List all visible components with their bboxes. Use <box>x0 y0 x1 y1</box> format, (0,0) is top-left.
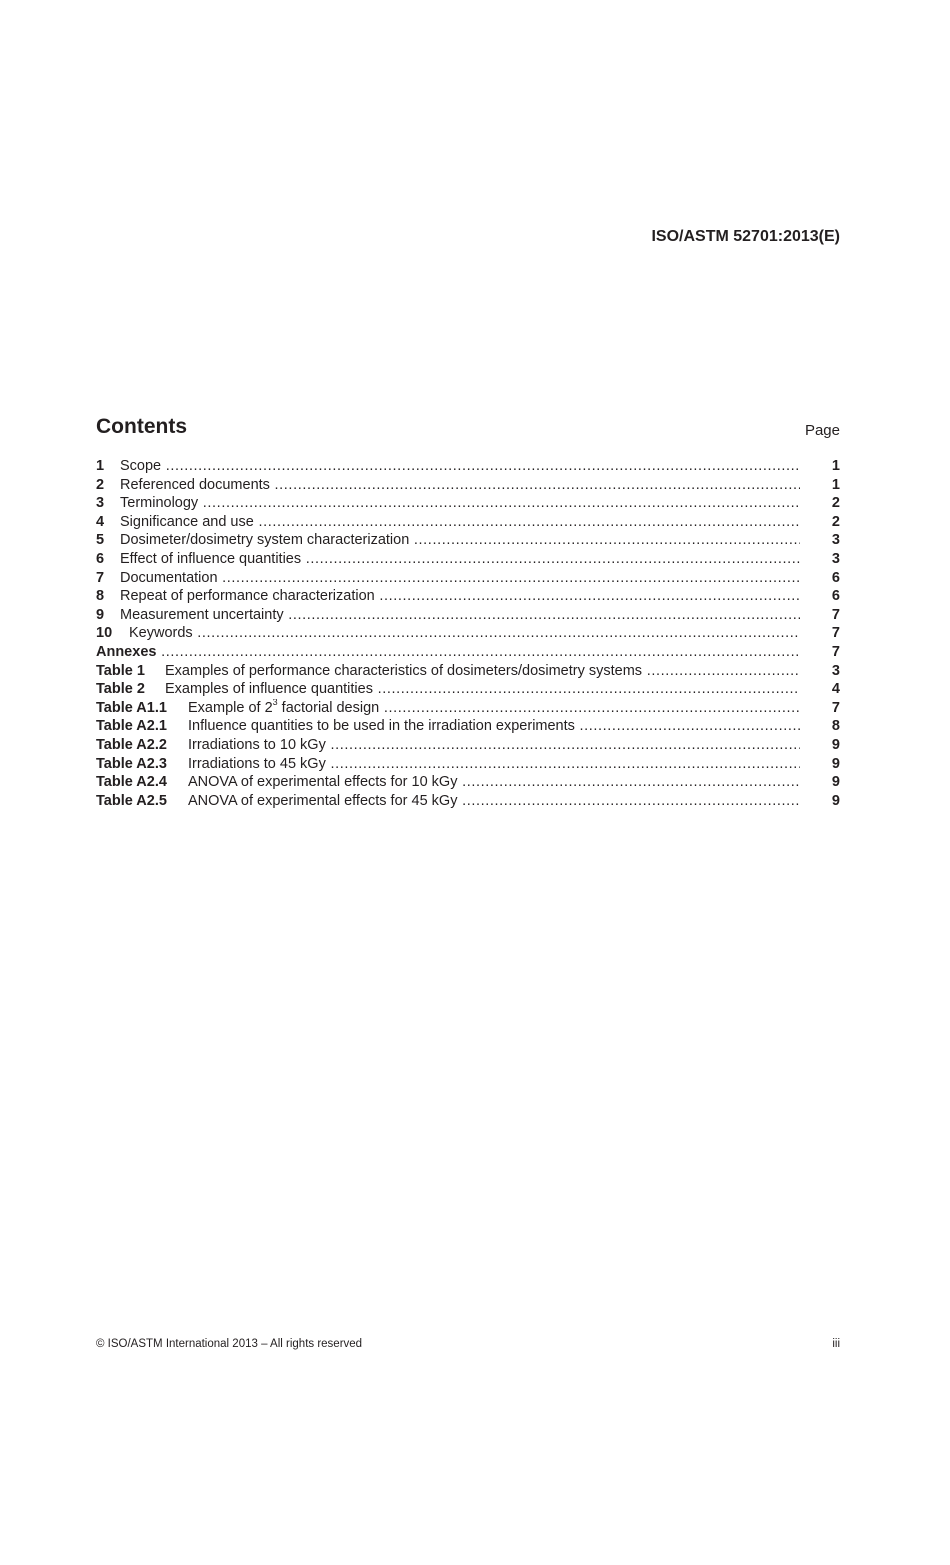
toc-entry-characterization[interactable] <box>96 531 840 550</box>
toc-entry-page: 7 <box>831 625 840 642</box>
page-footer <box>96 1338 840 1354</box>
toc-entry-table-1[interactable] <box>96 662 840 681</box>
toc-entry-title: Examples of performance characteristics of dosimeters/dosimetry systems <box>165 662 643 679</box>
document-identifier: ISO/ASTM 52701:2013(E) <box>651 228 840 245</box>
toc-entry-documentation[interactable] <box>96 569 840 588</box>
toc-entry-title: Dosimeter/dosimetry system characterization <box>120 532 410 549</box>
toc-entry-title: Measurement uncertainty <box>120 606 284 623</box>
toc-entry-table-a2-4[interactable] <box>96 773 840 792</box>
toc-entry-page: 9 <box>831 792 840 809</box>
toc-entry-title: Examples of influence quantities <box>165 681 373 698</box>
toc-entry-page: 2 <box>831 495 840 512</box>
toc-entry-title: Scope <box>120 458 162 474</box>
toc-entry-title: Influence quantities to be used in the irradiation experiments <box>188 718 575 735</box>
toc-entry-number: 10 <box>96 625 113 642</box>
toc-entry-number: Table A2.1 <box>96 718 167 735</box>
toc-entry-number: Table A2.5 <box>96 792 167 809</box>
toc-entry-page: 9 <box>831 736 840 753</box>
toc-entry-page: 7 <box>831 699 840 716</box>
toc-entry-number: 4 <box>96 513 105 530</box>
toc-entry-title: Repeat of performance characterization <box>120 588 375 605</box>
toc-entry-number: 7 <box>96 569 105 586</box>
toc-entry-number: Annexes <box>96 643 157 660</box>
toc-entry-number: Table 1 <box>96 662 145 679</box>
toc-entry-title: Keywords <box>129 625 193 642</box>
toc-entry-title: Irradiations to 45 kGy <box>188 755 326 772</box>
toc-entry-table-a2-5[interactable] <box>96 792 840 811</box>
page-column-label: Page <box>804 422 840 439</box>
toc-entry-page: 9 <box>831 774 840 791</box>
toc-entry-table-a2-2[interactable] <box>96 736 840 755</box>
toc-entry-page: 2 <box>831 513 840 530</box>
contents-title: Contents <box>96 415 187 438</box>
toc-entry-repeat-characterization[interactable] <box>96 587 840 606</box>
toc-entry-number: 5 <box>96 532 105 549</box>
copyright-notice: © ISO/ASTM International 2013 – All rights reserved <box>96 1338 363 1350</box>
toc-entry-title: ANOVA of experimental effects for 45 kGy <box>188 792 458 809</box>
toc-entry-number: Table A2.4 <box>96 774 167 791</box>
toc-entry-referenced-documents[interactable] <box>96 476 840 495</box>
toc-entry-title: Referenced documents <box>120 476 270 493</box>
toc-entry-number: Table A1.1 <box>96 699 167 716</box>
toc-entry-annexes[interactable] <box>96 643 840 662</box>
toc-entry-title: ANOVA of experimental effects for 10 kGy <box>188 774 458 791</box>
toc-entry-scope[interactable] <box>96 457 840 476</box>
toc-entry-title: Example of $2^3$ factorial design <box>188 698 380 716</box>
toc-entry-number: 2 <box>96 476 105 493</box>
toc-entry-title: Terminology <box>120 495 199 512</box>
toc-entry-number: Table A2.3 <box>96 755 167 772</box>
toc-entry-number: 8 <box>96 588 105 605</box>
toc-entry-table-a2-3[interactable] <box>96 755 840 774</box>
toc-entry-page: 3 <box>831 532 840 549</box>
toc-entry-table-a2-1[interactable] <box>96 717 840 736</box>
toc-entry-page: 8 <box>831 718 840 735</box>
toc-entry-page: 1 <box>831 458 840 474</box>
toc-entry-keywords[interactable] <box>96 624 840 643</box>
toc-entry-page: 7 <box>831 643 840 660</box>
toc-entry-significance-and-use[interactable] <box>96 513 840 532</box>
toc-entry-page: 9 <box>831 755 840 772</box>
toc-entry-terminology[interactable] <box>96 494 840 513</box>
toc-entry-number: Table 2 <box>96 681 145 698</box>
toc-entry-title: Significance and use <box>120 513 254 530</box>
toc-entry-title: Documentation <box>120 569 218 586</box>
toc-entry-title: Irradiations to 10 kGy <box>188 736 326 753</box>
toc-entry-page: 7 <box>831 606 840 623</box>
toc-entry-number: 3 <box>96 495 105 512</box>
toc-entry-page: 6 <box>831 588 840 605</box>
toc-entry-number: 9 <box>96 606 105 623</box>
contents-header <box>96 415 840 445</box>
toc-entry-page: 3 <box>831 662 840 679</box>
toc-entry-table-a1-1[interactable] <box>96 699 840 718</box>
toc-entry-measurement-uncertainty[interactable] <box>96 606 840 625</box>
toc-entry-table-2[interactable] <box>96 680 840 699</box>
toc-entry-number: 6 <box>96 550 105 567</box>
toc-entry-number: Table A2.2 <box>96 736 167 753</box>
page-number: iii <box>832 1338 840 1350</box>
toc-entry-influence-quantities[interactable] <box>96 550 840 569</box>
toc-entry-page: 3 <box>831 550 840 567</box>
toc-entry-number: 1 <box>96 458 105 474</box>
toc-entry-page: 1 <box>831 476 840 493</box>
toc-entry-title: Effect of influence quantities <box>120 550 302 567</box>
toc-entry-page: 6 <box>831 569 840 586</box>
table-of-contents <box>96 457 840 810</box>
superscript-exponent: 3 <box>272 698 278 707</box>
toc-entry-page: 4 <box>831 681 840 698</box>
